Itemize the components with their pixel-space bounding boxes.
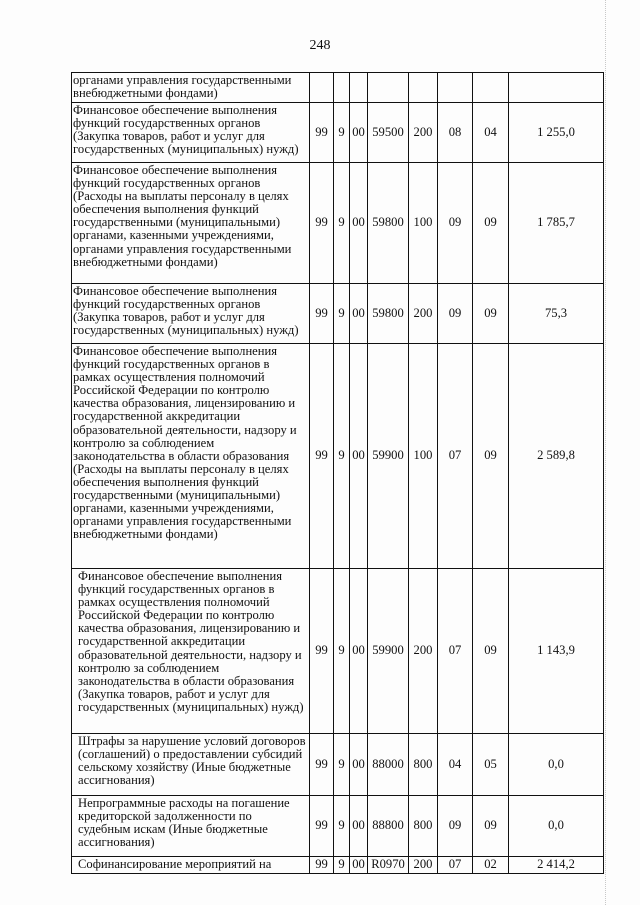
code-cell	[409, 73, 438, 103]
code-cell: 59800	[368, 163, 409, 284]
budget-table	[71, 72, 604, 874]
code-cell: 99	[310, 103, 334, 163]
code-cell: 88000	[368, 734, 409, 796]
code-cell: 99	[310, 796, 334, 857]
code-cell: 99	[310, 569, 334, 734]
amount-cell: 1 143,9	[509, 569, 604, 734]
code-cell: 200	[409, 284, 438, 344]
table-row	[72, 569, 604, 734]
code-cell: 04	[438, 734, 473, 796]
row-description: Финансовое обеспечение выполнения функций государственных органов (Закупка товаров, работ и услуг для государственных (муниципальных) нужд)	[72, 284, 310, 344]
code-cell: 9	[334, 569, 350, 734]
code-cell: 100	[409, 163, 438, 284]
row-description: Непрограммные расходы на погашение кредиторской задолженности по судебным искам (Иные бюджетные ассигнования)	[72, 796, 310, 857]
code-cell	[473, 73, 509, 103]
code-cell: 09	[473, 284, 509, 344]
code-cell	[368, 73, 409, 103]
row-description: Финансовое обеспечение выполнения функций государственных органов (Расходы на выплаты персоналу в целях обеспечения выполнения функций государственными (муниципальными) органами, казенными учреждениями, органами управления государственными внебюджетными фондами)	[72, 163, 310, 284]
code-cell: 07	[438, 344, 473, 569]
code-cell: 09	[473, 796, 509, 857]
amount-cell: 1 255,0	[509, 103, 604, 163]
code-cell	[438, 73, 473, 103]
code-cell: 9	[334, 344, 350, 569]
page-number: 248	[309, 38, 331, 53]
code-cell: 99	[310, 734, 334, 796]
code-cell: 59900	[368, 569, 409, 734]
code-cell: 09	[473, 344, 509, 569]
row-description: Финансовое обеспечение выполнения функций государственных органов в рамках осуществления полномочий Российской Федерации по контролю качества образования, лицензированию и государственной аккредитации образовательной деятельности, надзору и контролю за соблюдением законодательства в области образования (Расходы на выплаты персоналу в целях обеспечения выполнения функций государственными (муниципальными) органами, казенными учреждениями, органами управления государственными внебюджетными фондами)	[72, 344, 310, 569]
code-cell: 02	[473, 857, 509, 874]
code-cell: 9	[334, 284, 350, 344]
code-cell: 00	[350, 103, 368, 163]
code-cell: 59500	[368, 103, 409, 163]
amount-cell: 1 785,7	[509, 163, 604, 284]
amount-cell: 0,0	[509, 796, 604, 857]
code-cell: 07	[438, 857, 473, 874]
code-cell: 200	[409, 103, 438, 163]
code-cell: 00	[350, 734, 368, 796]
amount-cell: 2 414,2	[509, 857, 604, 874]
code-cell: 09	[438, 796, 473, 857]
table-row	[72, 73, 604, 103]
code-cell: 9	[334, 103, 350, 163]
code-cell: 00	[350, 796, 368, 857]
code-cell: 9	[334, 734, 350, 796]
code-cell: 59800	[368, 284, 409, 344]
code-cell: 99	[310, 857, 334, 874]
code-cell: 00	[350, 857, 368, 874]
code-cell: 200	[409, 857, 438, 874]
table-row	[72, 344, 604, 569]
code-cell: R0970	[368, 857, 409, 874]
amount-cell	[509, 73, 604, 103]
code-cell: 9	[334, 857, 350, 874]
row-description: органами управления государственными внебюджетными фондами)	[72, 73, 310, 103]
code-cell	[310, 73, 334, 103]
code-cell: 99	[310, 284, 334, 344]
code-cell: 800	[409, 796, 438, 857]
code-cell: 9	[334, 796, 350, 857]
code-cell: 07	[438, 569, 473, 734]
code-cell: 800	[409, 734, 438, 796]
code-cell: 08	[438, 103, 473, 163]
table-row	[72, 284, 604, 344]
code-cell: 04	[473, 103, 509, 163]
amount-cell: 2 589,8	[509, 344, 604, 569]
table-row	[72, 734, 604, 796]
amount-cell: 0,0	[509, 734, 604, 796]
code-cell: 59900	[368, 344, 409, 569]
row-description: Штрафы за нарушение условий договоров (соглашений) о предоставлении субсидий сельскому хозяйству (Иные бюджетные ассигнования)	[72, 734, 310, 796]
code-cell: 9	[334, 163, 350, 284]
code-cell: 00	[350, 344, 368, 569]
row-description: Софинансирование мероприятий на	[72, 857, 310, 874]
row-description: Финансовое обеспечение выполнения функций государственных органов (Закупка товаров, работ и услуг для государственных (муниципальных) нужд)	[72, 103, 310, 163]
code-cell: 200	[409, 569, 438, 734]
code-cell: 100	[409, 344, 438, 569]
code-cell: 09	[438, 284, 473, 344]
code-cell: 00	[350, 569, 368, 734]
code-cell: 00	[350, 284, 368, 344]
code-cell	[350, 73, 368, 103]
row-description: Финансовое обеспечение выполнения функций государственных органов в рамках осуществления полномочий Российской Федерации по контролю качества образования, лицензированию и государственной аккредитации образовательной деятельности, надзору и контролю за соблюдением законодательства в области образования (Закупка товаров, работ и услуг для государственных (муниципальных) нужд)	[72, 569, 310, 734]
code-cell: 09	[438, 163, 473, 284]
code-cell: 00	[350, 163, 368, 284]
code-cell: 09	[473, 163, 509, 284]
amount-cell: 75,3	[509, 284, 604, 344]
code-cell	[334, 73, 350, 103]
table-row	[72, 796, 604, 857]
code-cell: 99	[310, 163, 334, 284]
table-row	[72, 163, 604, 284]
table-row	[72, 857, 604, 874]
code-cell: 09	[473, 569, 509, 734]
code-cell: 88800	[368, 796, 409, 857]
table-row	[72, 103, 604, 163]
code-cell: 99	[310, 344, 334, 569]
code-cell: 05	[473, 734, 509, 796]
scan-edge-line	[605, 0, 606, 905]
